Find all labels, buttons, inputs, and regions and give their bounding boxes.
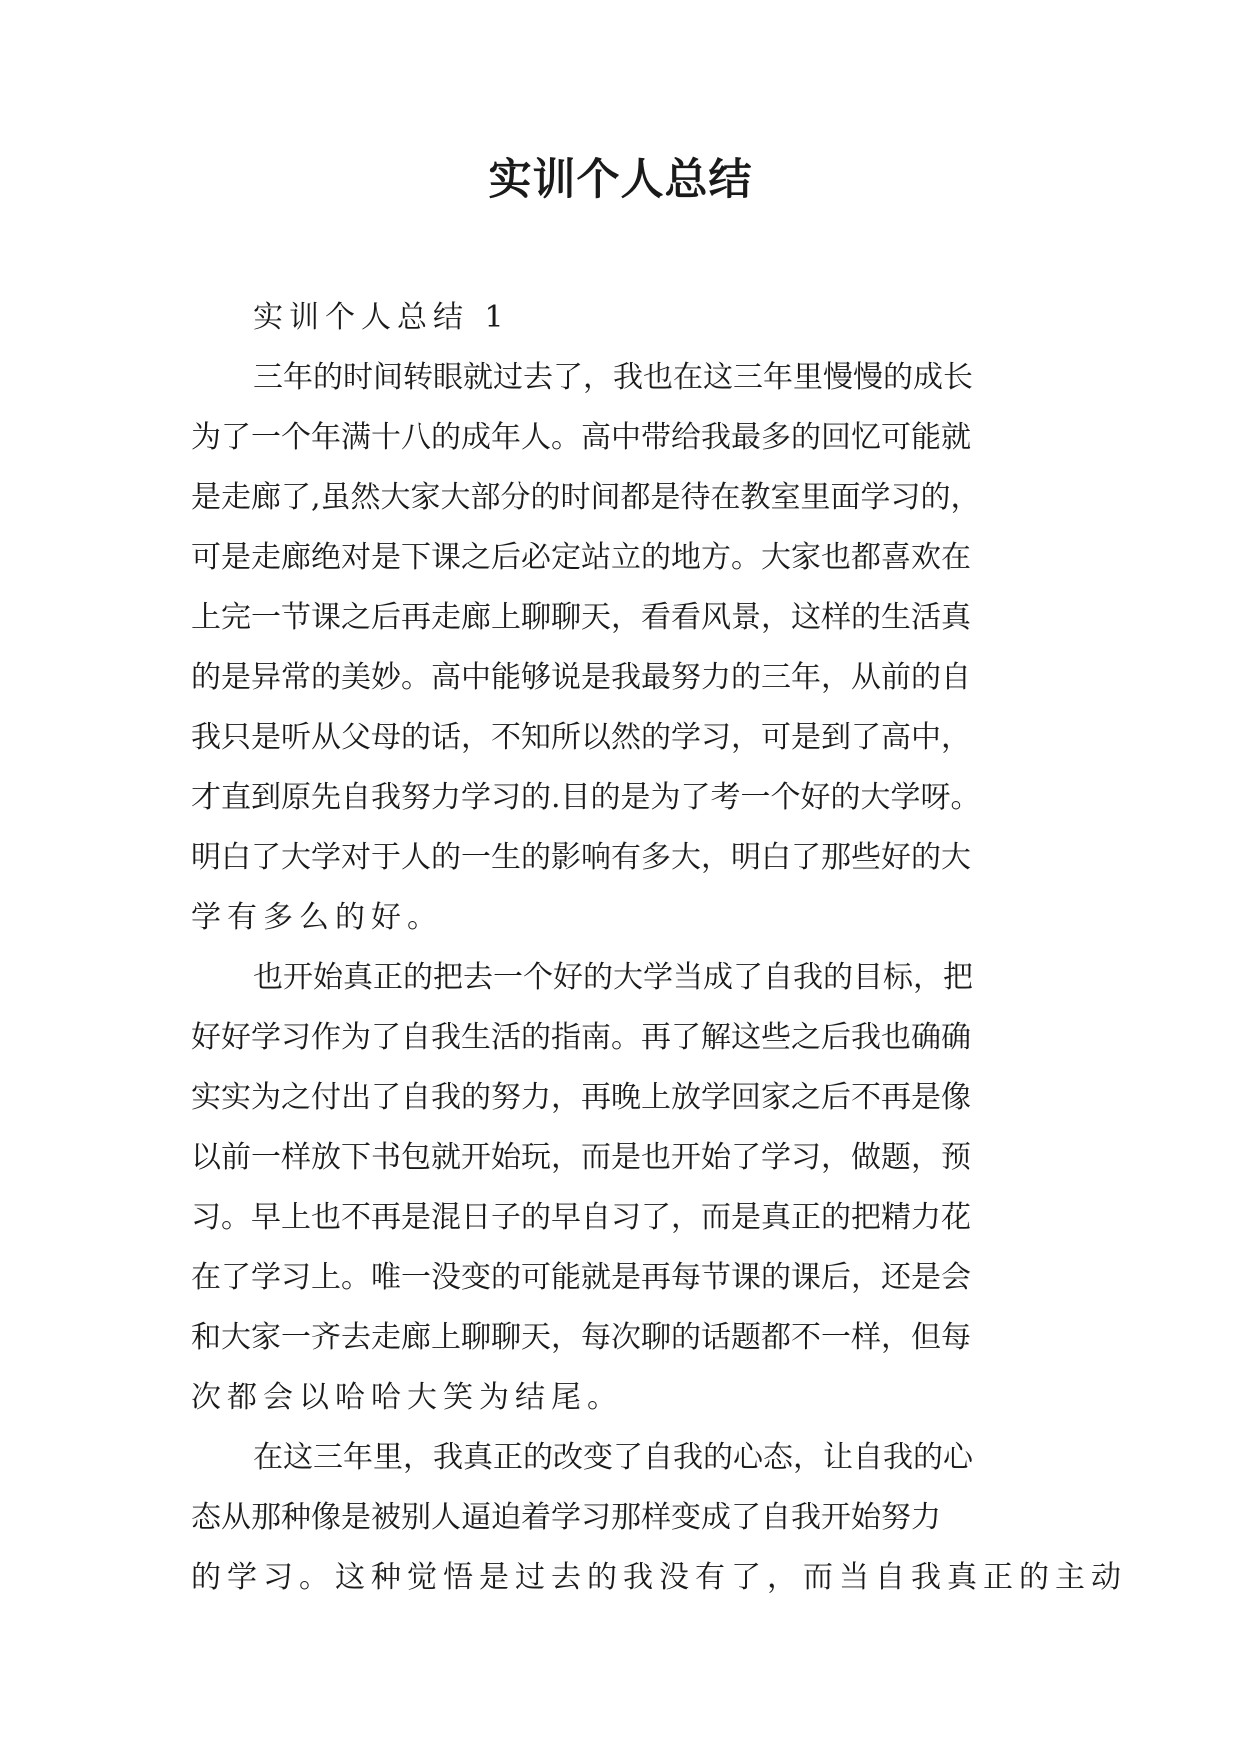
text-line: 次都会以哈哈大笑为结尾。 [191, 1380, 623, 1415]
text-line: 是走廊了,虽然大家大部分的时间都是待在教室里面学习的， [191, 480, 981, 515]
section-heading: 实训个人总结 1 [253, 300, 510, 335]
text-line: 实实为之付出了自我的努力，再晚上放学回家之后不再是像 [191, 1080, 971, 1115]
text-line: 才直到原先自我努力学习的.目的是为了考一个好的大学呀。 [191, 780, 981, 815]
document-body [191, 288, 1127, 1608]
text-line: 习。早上也不再是混日子的早自习了，而是真正的把精力花 [191, 1200, 971, 1235]
text-line: 上完一节课之后再走廊上聊聊天，看看风景，这样的生活真 [191, 600, 971, 635]
text-line: 在这三年里，我真正的改变了自我的心态，让自我的心 [253, 1440, 973, 1475]
text-line: 可是走廊绝对是下课之后必定站立的地方。大家也都喜欢在 [191, 540, 971, 575]
text-line: 和大家一齐去走廊上聊聊天，每次聊的话题都不一样，但每 [191, 1320, 971, 1355]
text-line: 也开始真正的把去一个好的大学当成了自我的目标，把 [253, 960, 973, 995]
text-line: 态从那种像是被别人逼迫着学习那样变成了自我开始努力 [191, 1500, 941, 1535]
text-line: 为了一个年满十八的成年人。高中带给我最多的回忆可能就 [191, 420, 971, 455]
text-line: 以前一样放下书包就开始玩，而是也开始了学习，做题，预 [191, 1140, 971, 1175]
text-line: 在了学习上。唯一没变的可能就是再每节课的课后，还是会 [191, 1260, 971, 1295]
text-line: 的学习。这种觉悟是过去的我没有了，而当自我真正的主动 [191, 1560, 1127, 1595]
text-line: 三年的时间转眼就过去了，我也在这三年里慢慢的成长 [253, 360, 973, 395]
document-title: 实训个人总结 [488, 155, 753, 205]
text-line: 明白了大学对于人的一生的影响有多大，明白了那些好的大 [191, 840, 971, 875]
text-line: 好好学习作为了自我生活的指南。再了解这些之后我也确确 [191, 1020, 971, 1055]
text-line: 的是异常的美妙。高中能够说是我最努力的三年，从前的自 [191, 660, 971, 695]
text-line: 我只是听从父母的话，不知所以然的学习，可是到了高中， [191, 720, 971, 755]
text-line: 学有多么的好。 [191, 900, 443, 935]
